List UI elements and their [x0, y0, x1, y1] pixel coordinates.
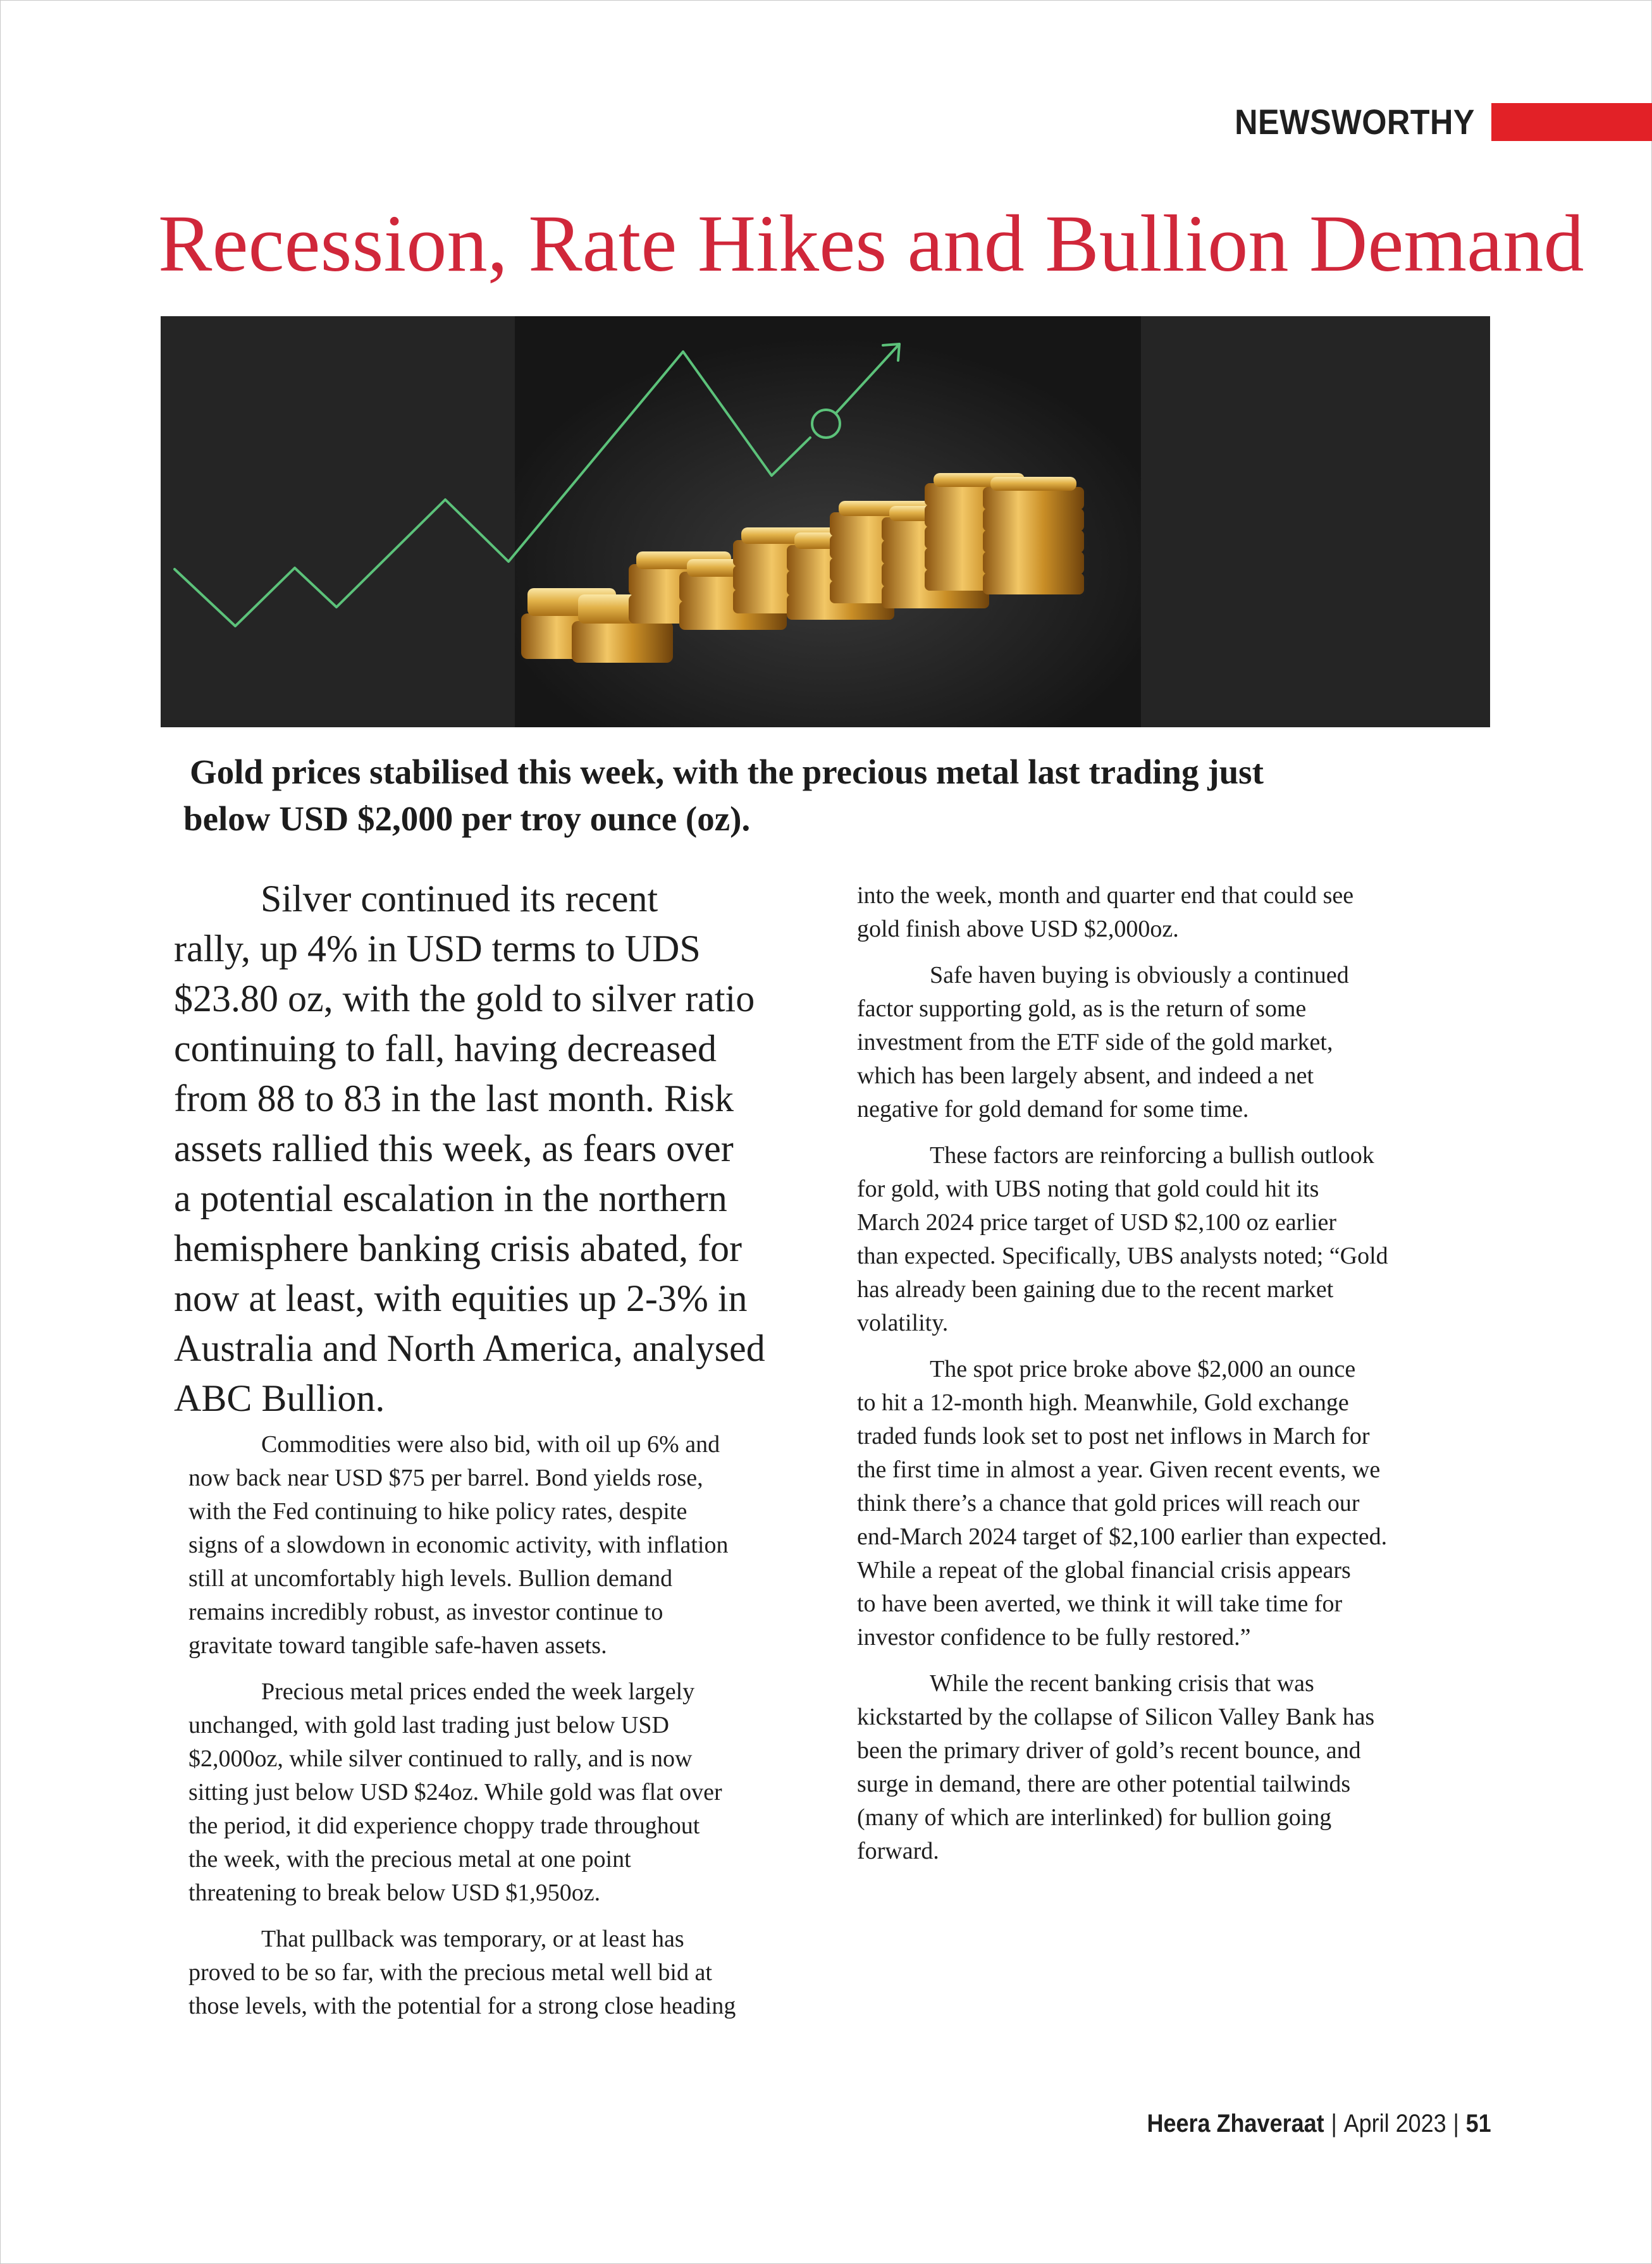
left-column	[188, 1428, 821, 2036]
body-line: end-March 2024 target of $2,100 earlier than expected.	[857, 1523, 1388, 1550]
lead-line: ABC Bullion.	[174, 1377, 385, 1419]
lead-line: hemisphere banking crisis abated, for	[174, 1227, 743, 1269]
body-line: negative for gold demand for some time.	[857, 1096, 1249, 1123]
body-paragraph	[857, 1353, 1489, 1654]
body-paragraph	[188, 1428, 821, 1663]
body-line: those levels, with the potential for a strong close heading	[188, 1993, 736, 2019]
body-paragraph	[188, 1923, 821, 2023]
lead-line: Australia and North America, analysed	[174, 1327, 765, 1369]
body-line: forward.	[857, 1838, 939, 1864]
section-label: NEWSWORTHY	[1235, 102, 1475, 142]
deck-line-1: Gold prices stabilised this week, with the precious metal last trading just	[190, 753, 1264, 791]
body-paragraph	[857, 959, 1489, 1126]
body-line: still at uncomfortably high levels. Bullion demand	[188, 1565, 673, 1592]
body-line: investment from the ETF side of the gold market,	[857, 1029, 1333, 1055]
article-deck	[183, 749, 1455, 842]
body-line: been the primary driver of gold’s recent bounce, and	[857, 1737, 1361, 1764]
lead-line: continuing to fall, having decreased	[174, 1028, 717, 1069]
body-line: These factors are reinforcing a bullish outlook	[930, 1142, 1374, 1169]
body-line: investor confidence to be fully restored.”	[857, 1624, 1251, 1651]
body-line: to hit a 12-month high. Meanwhile, Gold exchange	[857, 1389, 1349, 1416]
body-line: While a repeat of the global financial crisis appears	[857, 1557, 1351, 1584]
body-paragraph	[188, 1675, 821, 1910]
body-line: traded funds look set to post net inflows in March for	[857, 1423, 1370, 1449]
footer-separator: |	[1331, 2110, 1338, 2138]
body-line: Safe haven buying is obviously a continued	[930, 962, 1349, 988]
lead-line: a potential escalation in the northern	[174, 1178, 727, 1219]
body-paragraph	[857, 1667, 1489, 1868]
body-line: has already been gaining due to the recent market	[857, 1276, 1334, 1303]
body-line: signs of a slowdown in economic activity, with inflation	[188, 1532, 729, 1558]
body-line: with the Fed continuing to hike policy rates, despite	[188, 1498, 687, 1525]
body-line: think there’s a chance that gold prices will reach our	[857, 1490, 1360, 1517]
body-line: than expected. Specifically, UBS analysts noted; “Gold	[857, 1243, 1388, 1269]
body-line: gravitate toward tangible safe-haven assets.	[188, 1632, 607, 1659]
body-line: into the week, month and quarter end that could see	[857, 882, 1354, 909]
lead-line: $23.80 oz, with the gold to silver ratio	[174, 978, 755, 1019]
body-line: Precious metal prices ended the week largely	[261, 1678, 695, 1705]
page-footer	[1147, 2106, 1491, 2141]
body-line: March 2024 price target of USD $2,100 oz earlier	[857, 1209, 1336, 1236]
body-line: the first time in almost a year. Given recent events, we	[857, 1456, 1381, 1483]
footer-separator: |	[1453, 2110, 1460, 2138]
body-line: the period, it did experience choppy trade throughout	[188, 1812, 700, 1839]
lead-paragraph	[174, 874, 822, 1424]
right-column	[857, 879, 1489, 1881]
deck-line-2: below USD $2,000 per troy ounce (oz).	[183, 799, 751, 838]
body-paragraph	[857, 1139, 1489, 1340]
body-line: volatility.	[857, 1310, 949, 1336]
body-line: proved to be so far, with the precious metal well bid at	[188, 1959, 712, 1986]
body-line: to have been averted, we think it will take time for	[857, 1590, 1343, 1617]
lead-line: from 88 to 83 in the last month. Risk	[174, 1078, 734, 1119]
body-line: Commodities were also bid, with oil up 6% and	[261, 1431, 720, 1458]
body-line: factor supporting gold, as is the return of some	[857, 995, 1307, 1022]
body-line: threatening to break below USD $1,950oz.	[188, 1879, 601, 1906]
body-line: which has been largely absent, and indeed a net	[857, 1062, 1314, 1089]
body-line: sitting just below USD $24oz. While gold was flat over	[188, 1779, 722, 1806]
hero-image	[161, 316, 1490, 727]
lead-line: assets rallied this week, as fears over	[174, 1128, 734, 1169]
body-paragraph-continued	[857, 879, 1489, 946]
footer-issue: April 2023	[1343, 2110, 1446, 2138]
footer-publication: Heera Zhaveraat	[1147, 2110, 1324, 2138]
lead-line: now at least, with equities up 2-3% in	[174, 1277, 748, 1319]
body-line: kickstarted by the collapse of Silicon Valley Bank has	[857, 1704, 1375, 1730]
body-line: the week, with the precious metal at one point	[188, 1846, 631, 1873]
body-line: gold finish above USD $2,000oz.	[857, 916, 1179, 942]
lead-line: rally, up 4% in USD terms to UDS	[174, 928, 701, 969]
lead-line: Silver continued its recent	[261, 878, 658, 920]
page-number: 51	[1465, 2110, 1491, 2138]
body-line: unchanged, with gold last trading just below USD	[188, 1712, 669, 1738]
body-line: While the recent banking crisis that was	[930, 1670, 1314, 1697]
headline: Recession, Rate Hikes and Bullion Demand	[158, 199, 1584, 288]
body-line: (many of which are interlinked) for bullion going	[857, 1804, 1332, 1831]
body-line: for gold, with UBS noting that gold could hit its	[857, 1176, 1319, 1202]
body-line: surge in demand, there are other potential tailwinds	[857, 1771, 1351, 1797]
body-line: now back near USD $75 per barrel. Bond yields rose,	[188, 1465, 703, 1491]
section-accent-bar	[1491, 103, 1652, 141]
body-line: remains incredibly robust, as investor continue to	[188, 1599, 663, 1625]
body-line: That pullback was temporary, or at least has	[261, 1926, 684, 1952]
body-line: $2,000oz, while silver continued to rally, and is now	[188, 1745, 693, 1772]
body-line: The spot price broke above $2,000 an ounce	[930, 1356, 1356, 1382]
